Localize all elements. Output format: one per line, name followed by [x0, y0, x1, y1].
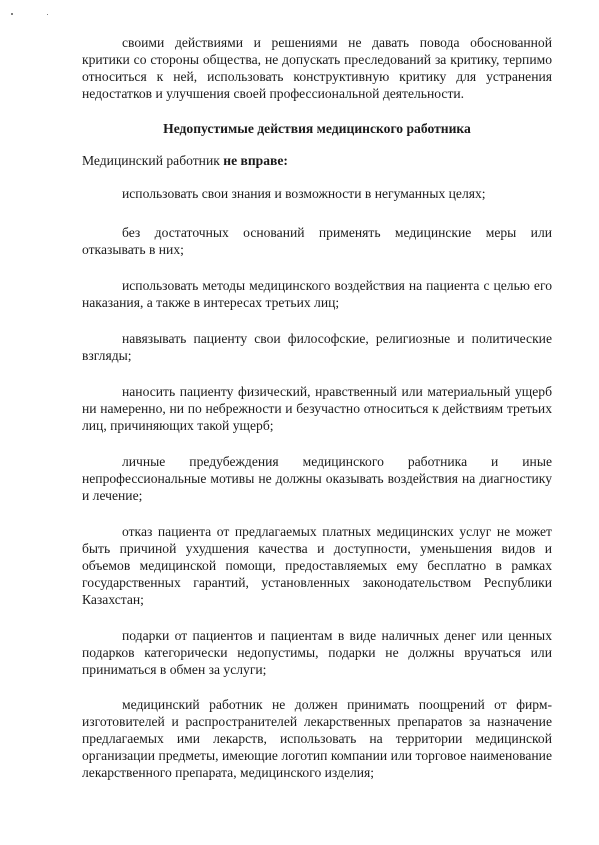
list-item: без достаточных оснований применять медицинские меры или отказывать в них;: [82, 225, 552, 257]
lead-bold: не вправе:: [223, 153, 288, 168]
section-heading: Недопустимые действия медицинского работника: [163, 121, 471, 136]
list-item: навязывать пациенту свои философские, религиозные и политические взгляды;: [82, 331, 552, 363]
list-item: медицинский работник не должен принимать поощрений от фирм-изготовителей и распространителей лекарственных препаратов за назначение предлагаемых ими лекарств, использовать на территории медицинской организации предметы, имеющие логотип компании или торговое наименование лекарственного препарата, медицинского изделия;: [82, 697, 552, 780]
list-item: использовать свои знания и возможности в негуманных целях;: [122, 186, 486, 201]
lead-text: Медицинский работник: [82, 153, 224, 168]
list-item: личные предубеждения медицинского работника и иные непрофессиональные мотивы не должны оказывать воздействия на диагностику и лечение;: [82, 454, 552, 503]
scan-speck: [11, 13, 13, 15]
lead-sentence: [82, 152, 552, 169]
list-item: подарки от пациентов и пациентам в виде наличных денег или ценных подарков категорически недопустимы, подарки не должны вручаться или приниматься в обмен за услуги;: [82, 628, 552, 677]
list-item: отказ пациента от предлагаемых платных медицинских услуг не может быть причиной ухудшения качества и доступности, уменьшения видов и объемов медицинской помощи, предоставляемых ему бесплатно в рамках государственных гарантий, установленных законодательством Республики Казахстан;: [82, 524, 552, 607]
list-item: наносить пациенту физический, нравственный или материальный ущерб ни намеренно, ни по небрежности и безучастно относиться к действиям третьих лиц, причиняющих такой ущерб;: [82, 384, 552, 433]
paragraph-continuation: своими действиями и решениями не давать повода обоснованной критики со стороны общества, не допускать преследований за критику, терпимо относиться к ней, использовать конструктивную критику для устранения недостатков и улучшения своей профессиональной деятельности.: [82, 35, 552, 101]
list-item: использовать методы медицинского воздействия на пациента с целью его наказания, а также в интересах третьих лиц;: [82, 278, 552, 310]
scan-speck: [47, 14, 48, 15]
